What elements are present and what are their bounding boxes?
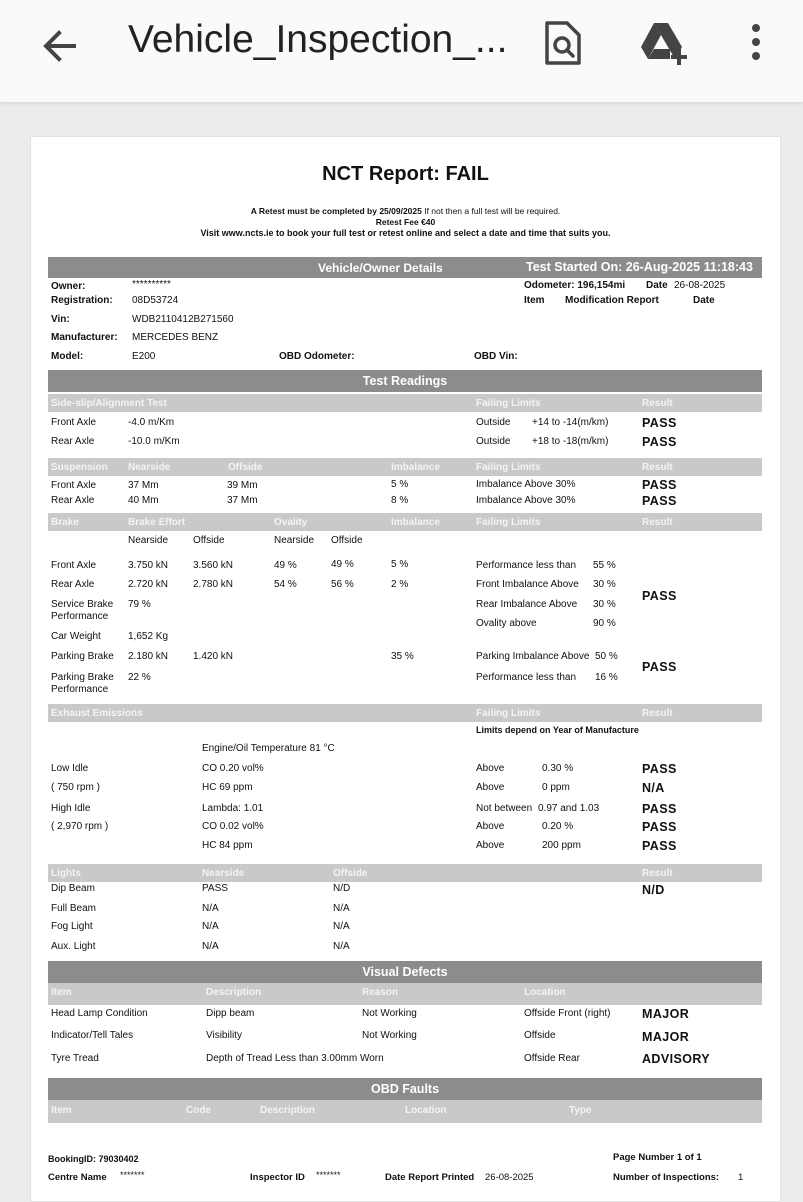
brake-limit-2-value: 30 % xyxy=(593,579,616,590)
service-brake-label-1: Service Brake xyxy=(51,599,114,610)
brake-imbalance: Imbalance xyxy=(391,517,440,528)
low-idle-rpm: ( 750 rpm ) xyxy=(51,782,100,793)
brake-limit-4-value: 90 % xyxy=(593,618,616,629)
exhaust-limit-2: 0 ppm xyxy=(542,782,570,793)
brake-limit-1-value: 55 % xyxy=(593,560,616,571)
visual-defects-header-bar xyxy=(48,961,762,983)
suspension-rear-limit: Imbalance Above 30% xyxy=(476,495,576,506)
exhaust-limit-1: 0.30 % xyxy=(542,763,574,774)
visual-defects-columns xyxy=(48,983,762,1005)
brake-sub-nearside: Nearside xyxy=(128,535,169,546)
vehicle-details-header-bar xyxy=(48,257,762,278)
brake-rear-imb: 2 % xyxy=(391,579,409,590)
document-search-icon[interactable] xyxy=(542,20,586,66)
test-readings-header-bar xyxy=(48,370,762,392)
brake-front-ov-off: 49 % xyxy=(331,559,354,570)
suspension-header-bar xyxy=(48,458,762,476)
brake-limit-4: Ovality above xyxy=(476,618,537,629)
vd-col-reason: Reason xyxy=(362,987,399,998)
vd-col-description: Description xyxy=(206,987,262,998)
exhaust-reading-5: HC 84 ppm xyxy=(202,840,253,851)
suspension-front-label: Front Axle xyxy=(51,480,97,491)
suspension-nearside: Nearside xyxy=(128,462,171,473)
brake-header-bar xyxy=(48,513,762,531)
obd-vin-label: OBD Vin: xyxy=(474,351,518,362)
vd-row-2-location: Offside xyxy=(524,1030,556,1041)
owner-value: ********** xyxy=(132,279,171,290)
sideslip-header: Side-slip/Alignment Test xyxy=(51,398,167,409)
obd-odometer-label: OBD Odometer: xyxy=(279,351,355,362)
exhaust-reading-1: CO 0.20 vol% xyxy=(202,763,264,774)
exhaust-limit-4: 0.20 % xyxy=(542,821,574,832)
exhaust-limit-3: 0.97 and 1.03 xyxy=(538,803,600,814)
suspension-rear-offside: 37 Mm xyxy=(227,495,258,506)
vd-row-2-description: Visibility xyxy=(206,1030,242,1041)
suspension-failing-limits: Failing Limits xyxy=(476,462,541,473)
sideslip-result: Result xyxy=(642,398,673,409)
date-printed-value: 26-08-2025 xyxy=(485,1172,534,1183)
brake-rear-label: Rear Axle xyxy=(51,579,95,590)
brake-front-label: Front Axle xyxy=(51,560,97,571)
exhaust-reading-2: HC 69 ppm xyxy=(202,782,253,793)
arrow-left-icon[interactable] xyxy=(38,24,82,68)
vehicle-details-header: Vehicle/Owner Details xyxy=(318,261,443,275)
lights-fog-nearside: N/A xyxy=(202,921,219,932)
brake-front-ov-near: 49 % xyxy=(274,560,297,571)
parking-brake-off: 1.420 kN xyxy=(193,651,234,662)
report-page xyxy=(30,136,781,1202)
vd-row-2-item: Indicator/Tell Tales xyxy=(51,1030,134,1041)
suspension-rear-result: PASS xyxy=(642,494,677,508)
brake-front-imb: 5 % xyxy=(391,559,409,570)
suspension-rear-imbalance: 8 % xyxy=(391,495,409,506)
exhaust-result: Result xyxy=(642,708,673,719)
test-readings-header: Test Readings xyxy=(362,374,448,388)
brake-front-near: 3.750 kN xyxy=(128,560,169,571)
inspector-id-value: ******* xyxy=(316,1170,341,1180)
odometer: Odometer: 196,154mi xyxy=(524,280,626,291)
brake-rear-ov-off: 56 % xyxy=(331,579,354,590)
vd-row-1-description: Dipp beam xyxy=(206,1008,255,1019)
manufacturer-label: Manufacturer: xyxy=(51,332,118,343)
lights-header-bar xyxy=(48,864,762,882)
sideslip-front-limit: +14 to -14(m/km) xyxy=(532,417,609,428)
parking-limit-1: Parking Imbalance Above xyxy=(476,651,590,662)
parking-perf-value: 22 % xyxy=(128,672,151,683)
model-value: E200 xyxy=(132,351,156,362)
obd-faults-header: OBD Faults xyxy=(370,1082,440,1096)
modification-label: Modification Report xyxy=(565,295,659,306)
exhaust-limit-prefix-5: Above xyxy=(476,840,505,851)
vd-row-3-severity: ADVISORY xyxy=(642,1052,711,1066)
sideslip-rear-value: -10.0 m/Km xyxy=(128,436,180,447)
exhaust-result-5: PASS xyxy=(642,839,677,853)
vd-col-location: Location xyxy=(524,987,566,998)
owner-label: Owner: xyxy=(51,281,86,292)
lights-fog-label: Fog Light xyxy=(51,921,93,932)
suspension-front-nearside: 37 Mm xyxy=(128,480,159,491)
lights-dip-offside: N/D xyxy=(333,883,351,894)
brake-rear-off: 2.780 kN xyxy=(193,579,234,590)
suspension-result: Result xyxy=(642,462,673,473)
sideslip-front-value: -4.0 m/Km xyxy=(128,417,175,428)
suspension-front-limit: Imbalance Above 30% xyxy=(476,479,576,490)
vd-row-3-description: Depth of Tread Less than 3.00mm Worn xyxy=(206,1053,384,1064)
lights-dip-result: N/D xyxy=(642,883,665,897)
service-brake-value: 79 % xyxy=(128,599,151,610)
parking-perf-label-2: Performance xyxy=(51,684,109,695)
exhaust-header-bar xyxy=(48,704,762,722)
obd-faults-columns xyxy=(48,1100,762,1123)
brake-rear-ov-near: 54 % xyxy=(274,579,297,590)
engine-temp: Engine/Oil Temperature 81 °C xyxy=(202,743,335,754)
vd-row-1-location: Offside Front (right) xyxy=(524,1008,611,1019)
exhaust-result-3: PASS xyxy=(642,802,677,816)
vd-row-3-item: Tyre Tread xyxy=(51,1053,99,1064)
lights-header: Lights xyxy=(51,868,81,879)
brake-front-off: 3.560 kN xyxy=(193,560,234,571)
vd-row-2-reason: Not Working xyxy=(362,1030,417,1041)
manufacturer-value: MERCEDES BENZ xyxy=(132,332,219,343)
retest-line: A Retest must be completed by 25/09/2025 If not then a full test will be required. xyxy=(250,206,561,216)
lights-dip-nearside: PASS xyxy=(202,883,228,894)
suspension-header: Suspension xyxy=(51,462,108,473)
brake-limit-3: Rear Imbalance Above xyxy=(476,599,578,610)
sideslip-failing-limits: Failing Limits xyxy=(476,398,541,409)
more-vert-icon[interactable] xyxy=(745,22,767,64)
exhaust-result-1: PASS xyxy=(642,762,677,776)
date-printed-label: Date Report Printed xyxy=(385,1172,475,1183)
obd-col-item: Item xyxy=(51,1105,72,1116)
inspections-value: 1 xyxy=(738,1172,744,1183)
exhaust-limit-5: 200 ppm xyxy=(542,840,581,851)
vd-row-1-item: Head Lamp Condition xyxy=(51,1008,148,1019)
retest-fee: Retest Fee €40 xyxy=(375,217,436,227)
obd-col-type: Type xyxy=(569,1105,592,1116)
sideslip-rear-result: PASS xyxy=(642,435,677,449)
add-to-drive-icon[interactable] xyxy=(640,20,692,66)
suspension-front-imbalance: 5 % xyxy=(391,479,409,490)
app-bar xyxy=(0,0,803,103)
suspension-imbalance: Imbalance xyxy=(391,462,440,473)
suspension-front-result: PASS xyxy=(642,478,677,492)
parking-perf-label-1: Parking Brake xyxy=(51,672,114,683)
registration-label: Registration: xyxy=(51,295,113,306)
exhaust-result-4: PASS xyxy=(642,820,677,834)
test-started: Test Started On: 26-Aug-2025 11:18:43 xyxy=(526,260,753,274)
car-weight-label: Car Weight xyxy=(51,631,101,642)
mod-date-label: Date xyxy=(693,295,715,306)
inspections-label: Number of Inspections: xyxy=(613,1172,720,1183)
parking-brake-near: 2.180 kN xyxy=(128,651,169,662)
exhaust-reading-4: CO 0.02 vol% xyxy=(202,821,264,832)
brake-result: Result xyxy=(642,517,673,528)
vd-row-1-reason: Not Working xyxy=(362,1008,417,1019)
sideslip-rear-limit-prefix: Outside xyxy=(476,436,511,447)
brake-effort: Brake Effort xyxy=(128,517,186,528)
date-label: Date xyxy=(646,280,668,291)
vin-label: Vin: xyxy=(51,314,70,325)
brake-sub-offside: Offside xyxy=(193,535,225,546)
report-title: NCT Report: FAIL xyxy=(322,163,489,185)
sideslip-rear-limit: +18 to -18(m/km) xyxy=(532,436,609,447)
lights-result: Result xyxy=(642,868,673,879)
sideslip-header-bar xyxy=(48,394,762,412)
brake-limit-1: Performance less than xyxy=(476,560,577,571)
car-weight-value: 1,652 Kg xyxy=(128,631,169,642)
obd-faults-header-bar xyxy=(48,1078,762,1100)
lights-dip-label: Dip Beam xyxy=(51,883,95,894)
lights-fog-offside: N/A xyxy=(333,921,350,932)
item-label: Item xyxy=(524,295,545,306)
obd-col-location: Location xyxy=(405,1105,447,1116)
brake-header: Brake xyxy=(51,517,79,528)
obd-col-description: Description xyxy=(260,1105,316,1116)
suspension-front-offside: 39 Mm xyxy=(227,480,258,491)
low-idle-label: Low Idle xyxy=(51,763,89,774)
suspension-offside: Offside xyxy=(228,462,263,473)
exhaust-limit-prefix-1: Above xyxy=(476,763,505,774)
vin-value: WDB2110412B271560 xyxy=(132,314,234,325)
brake-sub-ov-offside: Offside xyxy=(331,535,363,546)
exhaust-reading-3: Lambda: 1.01 xyxy=(202,803,264,814)
obd-col-code: Code xyxy=(186,1105,211,1116)
lights-nearside: Nearside xyxy=(202,868,245,879)
exhaust-header: Exhaust Emissions xyxy=(51,708,143,719)
parking-limit-2-value: 16 % xyxy=(595,672,618,683)
brake-result-1: PASS xyxy=(642,589,677,603)
centre-name-value: ******* xyxy=(120,1170,145,1180)
exhaust-limit-prefix-3: Not between xyxy=(476,803,533,814)
suspension-rear-label: Rear Axle xyxy=(51,495,95,506)
centre-name-label: Centre Name xyxy=(48,1172,107,1183)
sideslip-front-result: PASS xyxy=(642,416,677,430)
parking-brake-label: Parking Brake xyxy=(51,651,114,662)
vd-row-2-severity: MAJOR xyxy=(642,1030,690,1044)
exhaust-result-2: N/A xyxy=(642,781,665,795)
lights-full-label: Full Beam xyxy=(51,903,97,914)
registration-value: 08D53724 xyxy=(132,295,179,306)
sideslip-front-label: Front Axle xyxy=(51,417,97,428)
exhaust-limit-prefix-4: Above xyxy=(476,821,505,832)
exhaust-failing-limits: Failing Limits xyxy=(476,708,541,719)
vd-row-1-severity: MAJOR xyxy=(642,1007,690,1021)
vd-col-item: Item xyxy=(51,987,72,998)
high-idle-rpm: ( 2,970 rpm ) xyxy=(51,821,109,832)
exhaust-limit-prefix-2: Above xyxy=(476,782,505,793)
sideslip-front-limit-prefix: Outside xyxy=(476,417,511,428)
brake-limit-2: Front Imbalance Above xyxy=(476,579,579,590)
visit-line: Visit www.ncts.ie to book your full test or retest online and select a date and time that suits you. xyxy=(200,228,611,238)
inspector-id-label: Inspector ID xyxy=(250,1172,305,1183)
brake-failing-limits: Failing Limits xyxy=(476,517,541,528)
suspension-rear-nearside: 40 Mm xyxy=(128,495,159,506)
lights-aux-offside: N/A xyxy=(333,941,350,952)
exhaust-limits-note: Limits depend on Year of Manufacture xyxy=(476,725,639,735)
brake-ovality: Ovality xyxy=(274,517,308,528)
page-number: Page Number 1 of 1 xyxy=(613,1152,702,1163)
lights-full-nearside: N/A xyxy=(202,903,219,914)
high-idle-label: High Idle xyxy=(51,803,91,814)
lights-full-offside: N/A xyxy=(333,903,350,914)
brake-sub-ov-nearside: Nearside xyxy=(274,535,315,546)
parking-limit-2: Performance less than xyxy=(476,672,577,683)
sideslip-rear-label: Rear Axle xyxy=(51,436,95,447)
lights-offside: Offside xyxy=(333,868,368,879)
parking-limit-1-value: 50 % xyxy=(595,651,618,662)
lights-aux-label: Aux. Light xyxy=(51,941,96,952)
visual-defects-header: Visual Defects xyxy=(362,965,448,979)
service-brake-label-2: Performance xyxy=(51,611,109,622)
lights-aux-nearside: N/A xyxy=(202,941,219,952)
brake-limit-3-value: 30 % xyxy=(593,599,616,610)
parking-brake-imb: 35 % xyxy=(391,651,414,662)
brake-rear-near: 2.720 kN xyxy=(128,579,169,590)
model-label: Model: xyxy=(51,351,84,362)
date-value: 26-08-2025 xyxy=(674,280,726,291)
document-title: Vehicle_Inspection_... xyxy=(128,18,508,61)
booking-id: BookingID: 79030402 xyxy=(48,1154,139,1164)
vd-row-3-location: Offside Rear xyxy=(524,1053,580,1064)
brake-result-2: PASS xyxy=(642,660,677,674)
